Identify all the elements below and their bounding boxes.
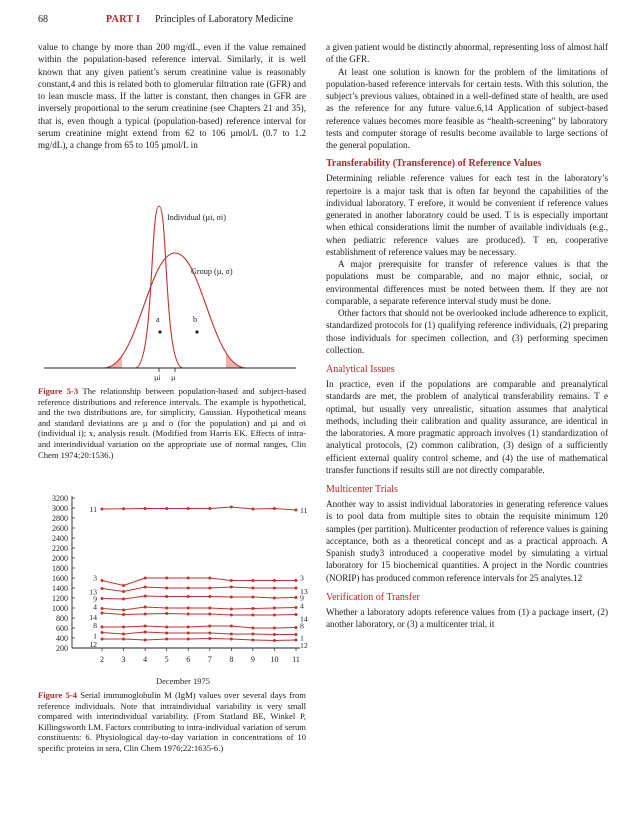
- y-tick-label: 2800: [52, 514, 68, 523]
- y-tick-label: 600: [56, 624, 68, 633]
- data-point-9: [122, 598, 125, 601]
- part-title: Principles of Laboratory Medicine: [155, 14, 294, 25]
- data-point-3: [165, 577, 168, 580]
- data-point-11: [230, 506, 233, 509]
- x-tick-label: 11: [292, 655, 300, 664]
- data-point-11: [165, 507, 168, 510]
- data-point-9: [230, 596, 233, 599]
- series-label-end: 9: [300, 593, 304, 603]
- data-point-4: [273, 607, 276, 610]
- data-point-4: [295, 606, 298, 609]
- data-point-12: [122, 638, 125, 641]
- data-point-3: [251, 579, 254, 582]
- data-point-3: [144, 577, 147, 580]
- data-point-1: [165, 632, 168, 635]
- data-point-11: [251, 508, 254, 511]
- y-tick-label: 1200: [52, 594, 68, 603]
- series-line-13: [102, 587, 296, 592]
- data-point-4: [101, 607, 104, 610]
- data-point-13: [101, 587, 104, 590]
- figure-5-3-caption: [38, 386, 306, 460]
- data-point-4: [144, 606, 147, 609]
- series-line-4: [102, 607, 296, 610]
- individual-curve: [135, 206, 183, 368]
- y-tick-label: 2600: [52, 524, 68, 533]
- data-point-4: [251, 607, 254, 610]
- data-point-14: [187, 613, 190, 616]
- series-line-11: [102, 507, 296, 510]
- x-tick-label: 10: [270, 655, 279, 664]
- series-label-end: 11: [300, 506, 308, 515]
- x-tick-label: 7: [207, 655, 212, 664]
- series-label-end: 8: [300, 621, 304, 631]
- figure-5-3-distributions: [38, 198, 306, 382]
- data-point-3: [101, 579, 104, 582]
- y-tick-label: 2400: [52, 534, 68, 543]
- data-point-8: [230, 625, 233, 628]
- series-line-8: [102, 626, 296, 628]
- data-point-11: [101, 508, 104, 511]
- data-point-12: [230, 638, 233, 641]
- right-column-text: [326, 41, 608, 630]
- data-point-1: [273, 633, 276, 636]
- data-point-11: [187, 507, 190, 510]
- label-individual: Individual (µi, σi): [167, 213, 226, 222]
- y-tick-label: 400: [56, 634, 68, 643]
- y-tick-label: 3200: [52, 494, 68, 503]
- series-label-start: 9: [93, 594, 97, 604]
- label-group: Group (µ, σ): [191, 267, 233, 276]
- right-paragraph-7: Another way to assist individual laboratories in generating reference values is to pool data from multiple sites to obtain the requisite minimum 120 samples (per partition). Multicenter production of reference values is gaining acceptance, both as a theoretical concept and as a practical approach. A Spanish study3 introduced a cooperative model by simulating a virtual laboratory for 15 biochemical quantities. A project in the Nordic countries (NORIP) has produced common reference intervals for 25 analytes.12: [326, 499, 608, 583]
- data-point-14: [251, 614, 254, 617]
- x-tick-label: 9: [250, 655, 255, 664]
- series-label-end: 12: [300, 641, 308, 650]
- data-point-4: [165, 607, 168, 610]
- y-tick-label: 1000: [52, 604, 68, 613]
- data-point-12: [251, 639, 254, 642]
- series-label-end: 1: [300, 633, 304, 643]
- data-point-8: [144, 625, 147, 628]
- series-label-end: 3: [300, 573, 304, 583]
- data-point-8: [165, 626, 168, 629]
- data-point-3: [295, 579, 298, 582]
- data-point-1: [122, 633, 125, 636]
- data-point-14: [165, 612, 168, 615]
- right-paragraph-3: Determining reliable reference values for each test in the laboratory’s repertoire is a major task that is often far beyond the capabilities of the individual laboratory. T erefore, it would be convenient if reference values generated in another laboratory could be used. T is is especially important when ethical considerations limit the number of available individuals (e.g., when pediatric reference values are produced). T en, cooperative establishment of reference values may be necessary.: [326, 173, 608, 257]
- data-point-12: [273, 639, 276, 642]
- series-label-start: 3: [93, 573, 97, 583]
- data-point-8: [251, 627, 254, 630]
- label-a: a: [156, 315, 160, 324]
- label-mu: µ: [171, 373, 176, 382]
- series-label-start: 12: [89, 640, 97, 649]
- right-paragraph-6: In practice, even if the populations are comparable and preanalytical standards are met, the problem of analytical transferability remains. T e optimal, but usually very unrealistic, situation assumes that analytical methods, including their calibration and quality assurance, are identical in the laboratories. A more pragmatic approach involves (1) standardization of analytical protocols, (2) common calibration, (3) design of a sufficiently efficient external quality control scheme, and (4) the use of mathematical transfer functions if results still are not directly comparable.: [326, 379, 608, 475]
- series-line-14: [102, 613, 296, 615]
- series-label-end: 13: [300, 587, 308, 596]
- data-point-12: [144, 639, 147, 642]
- data-point-3: [273, 579, 276, 582]
- data-point-14: [101, 612, 104, 615]
- data-point-4: [230, 608, 233, 611]
- right-paragraph-2: At least one solution is known for the problem of the limitations of population-based reference intervals for certain tests. With this solution, the subject’s previous values, obtained in a well-defined state of health, are used as the reference for any future value.6,14 Application of subject-based reference values becomes more feasible as “health-screening” by laboratory tests and computer storage of results become available to large sections of the general population.: [326, 66, 608, 150]
- heading-verification-of-transfer: Verification of Transfer: [326, 591, 420, 603]
- data-point-13: [122, 590, 125, 593]
- x-tick-label: 4: [143, 655, 148, 664]
- data-point-12: [101, 638, 104, 641]
- heading-transferability: Transferability (Transference) of Reference Values: [326, 158, 542, 170]
- right-paragraph-8: Whether a laboratory adopts reference values from (1) a package insert, (2) another laboratory, or (3) a multicenter trial, it: [326, 606, 608, 629]
- data-point-8: [101, 626, 104, 629]
- data-point-11: [273, 507, 276, 510]
- label-b: b: [193, 315, 198, 324]
- series-label-end: 4: [300, 601, 304, 611]
- data-point-11: [122, 507, 125, 510]
- y-tick-label: 800: [56, 614, 68, 623]
- data-point-8: [187, 626, 190, 629]
- data-point-4: [187, 607, 190, 610]
- series-label-start: 8: [93, 621, 97, 630]
- data-point-14: [230, 614, 233, 617]
- x-tick-label: 2: [100, 655, 104, 664]
- data-point-9: [187, 595, 190, 598]
- data-point-13: [187, 587, 190, 590]
- data-point-1: [251, 633, 254, 636]
- data-point-12: [208, 637, 211, 640]
- data-point-12: [165, 638, 168, 641]
- data-point-9: [101, 597, 104, 600]
- series-label-start: 14: [89, 613, 97, 622]
- data-point-3: [122, 584, 125, 587]
- left-column-text: [38, 41, 306, 151]
- right-paragraph-1: a given patient would be distinctly abnormal, representing loss of almost half of the GFR.: [326, 42, 608, 65]
- data-point-4: [122, 609, 125, 612]
- x-tick-label: 8: [229, 655, 234, 664]
- series-label-start: 1: [93, 631, 97, 641]
- y-tick-label: 3000: [52, 504, 68, 513]
- data-point-14: [295, 613, 298, 616]
- series-line-12: [102, 639, 296, 641]
- series-label-end: 14: [300, 614, 308, 624]
- page-number: 68: [38, 14, 48, 25]
- data-point-11: [208, 507, 211, 510]
- data-point-3: [230, 579, 233, 582]
- left-paragraph-1: value to change by more than 200 mg/dL, even if the value remained within the population-based reference interval. Similarly, it is well known that any given patient’s serum creatinine value is reasonably constant,4 and this is related both to glomerular filtration rate (GFR) and to lean muscle mass. If the latter is constant, then changes in GFR are inversely proportional to the serum creatinine (see Chapters 21 and 35), that is, even though a typical (population-based) reference interval for serum creatinine might extend from 62 to 106 µmol/L (0.7 to 1.2 mg/dL), a change from 65 to 105 µmol/L in: [38, 42, 306, 150]
- y-tick-label: 1400: [52, 584, 68, 593]
- data-point-13: [230, 586, 233, 589]
- data-point-13: [273, 587, 276, 590]
- series-label-start: 13: [89, 587, 97, 597]
- data-point-9: [295, 596, 298, 599]
- data-point-3: [208, 577, 211, 580]
- figure-5-4-caption-text: Serial immunoglobulin M (IgM) values over several days from reference individuals. Note that intraindividual variability is very small compared with interindividual variability. (From Statland BE, Winkel P, Killingsworth LM. Factors contributing to intra-individual variation of serum constituents: 6. Physiological day-to-day variation in concentrations of 10 specific proteins in sera, Clin Chem 1976;22:1635-6.): [38, 690, 306, 753]
- heading-analytical-issues: Analytical Issues: [326, 364, 395, 375]
- series-label-start: 4: [93, 602, 97, 612]
- y-tick-label: 1800: [52, 564, 68, 573]
- x-tick-label: 5: [164, 655, 169, 664]
- data-point-3: [187, 577, 190, 580]
- figure-5-4-label: Figure 5-4: [38, 690, 77, 700]
- label-mu-i: µi: [154, 373, 161, 382]
- data-point-1: [230, 633, 233, 636]
- chart-x-label: December 1975: [155, 676, 211, 686]
- data-point-13: [165, 587, 168, 590]
- data-point-11: [144, 507, 147, 510]
- series-line-3: [102, 578, 296, 586]
- y-tick-label: 2000: [52, 554, 68, 563]
- y-tick-label: 1600: [52, 574, 68, 583]
- point-a: [158, 330, 161, 333]
- data-point-9: [208, 595, 211, 598]
- y-tick-label: 200: [56, 644, 68, 653]
- data-point-1: [295, 633, 298, 636]
- data-point-8: [273, 627, 276, 630]
- data-point-14: [144, 613, 147, 616]
- data-point-14: [273, 614, 276, 617]
- data-point-9: [144, 595, 147, 598]
- data-point-1: [187, 632, 190, 635]
- data-point-13: [144, 586, 147, 589]
- x-tick-label: 6: [186, 655, 191, 664]
- series-line-1: [102, 632, 296, 635]
- data-point-13: [295, 587, 298, 590]
- data-point-4: [208, 607, 211, 610]
- data-point-9: [165, 595, 168, 598]
- data-point-1: [101, 631, 104, 634]
- part-label: PART I: [106, 14, 141, 25]
- series-line-9: [102, 596, 296, 599]
- heading-multicenter-trials: Multicenter Trials: [326, 484, 398, 495]
- data-point-12: [187, 638, 190, 641]
- figure-5-4-chart: [38, 490, 306, 688]
- data-point-9: [251, 596, 254, 599]
- figure-5-4-caption: [38, 690, 306, 754]
- data-point-9: [273, 597, 276, 600]
- right-paragraph-4: A major prerequisite for transfer of reference values is that the populations must be comparable, and no major ethnic, social, or environmental differences must be noted between them. If they are not comparable, a separate reference interval study must be done.: [326, 259, 608, 306]
- y-tick-label: 2200: [52, 544, 68, 553]
- figure-5-3-label: Figure 5-3: [38, 386, 79, 396]
- data-point-14: [122, 613, 125, 616]
- figure-5-3-caption-text: The relationship between population-based and subject-based reference distributions and reference intervals. The example is hypothetical, and the two distributions are, for simplicity, Gaussian. Hypothetical means and standard deviations are µ and σ (for the population) and µi and σi (individual i); x, analysis result. (Modified from Harris EK. Effects of intra- and interindividual variation on the appropriate use of normal ranges, Clin Chem 1974;20:1536.): [38, 386, 306, 460]
- data-point-13: [208, 587, 211, 590]
- x-tick-label: 3: [121, 655, 126, 664]
- running-header: [38, 14, 608, 28]
- data-point-13: [251, 587, 254, 590]
- data-point-14: [208, 613, 211, 616]
- data-point-8: [208, 625, 211, 628]
- series-label-start: 11: [89, 505, 97, 514]
- data-point-8: [122, 626, 125, 629]
- data-point-8: [295, 626, 298, 629]
- data-point-1: [208, 632, 211, 635]
- data-point-1: [144, 631, 147, 634]
- point-b: [195, 330, 198, 333]
- data-point-12: [295, 639, 298, 642]
- right-paragraph-5: Other factors that should not be overlooked include adherence to explicit, standardized protocols for (1) qualifying reference individuals, (2) preparing those individuals for specimen collection, and (3) performing specimen collection.: [326, 308, 608, 355]
- data-point-11: [295, 509, 298, 512]
